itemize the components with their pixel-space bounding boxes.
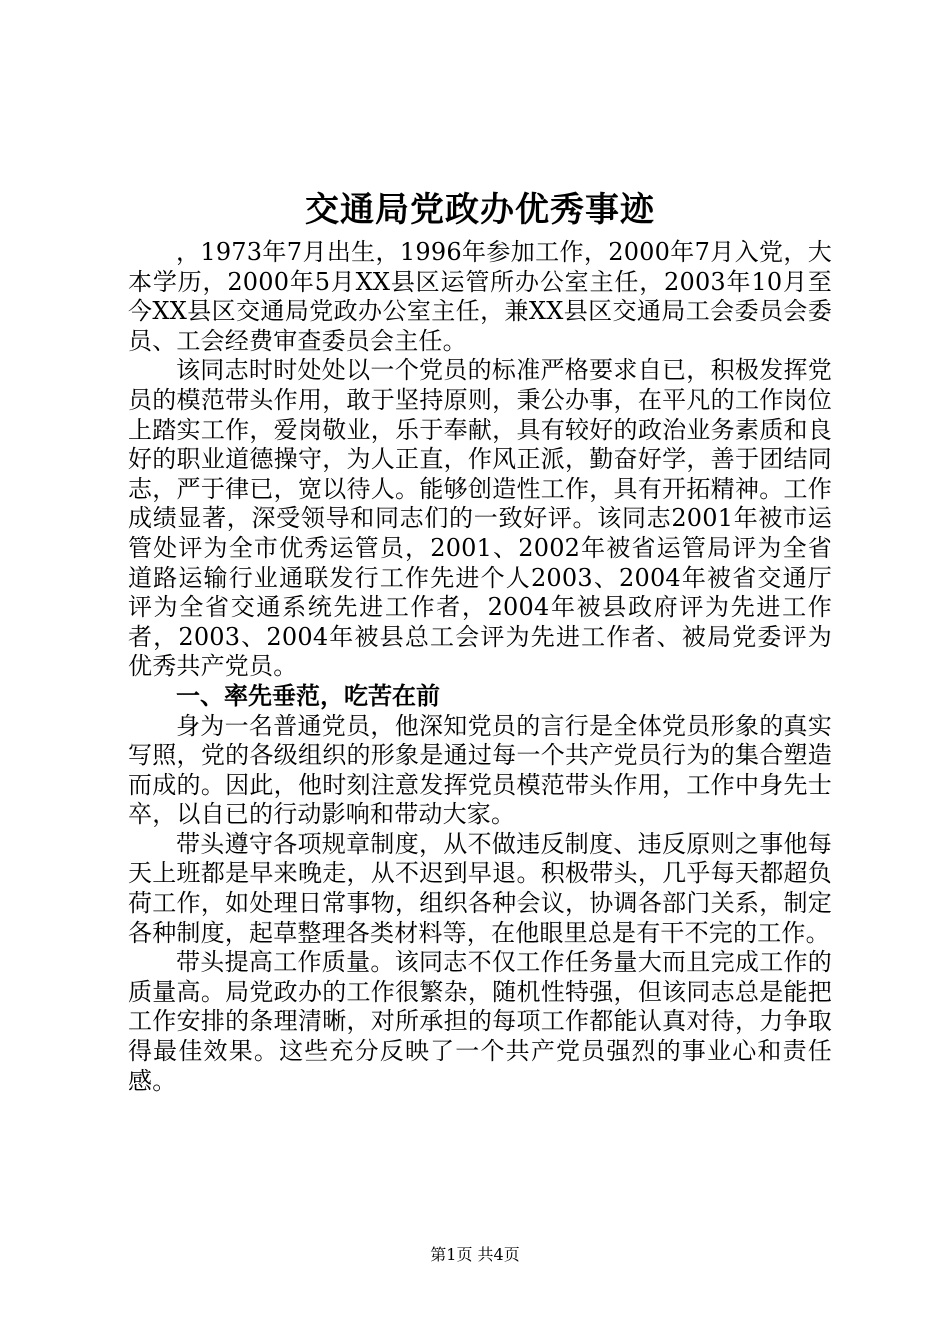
document-page (128, 184, 832, 1096)
paragraph-section1-1: 身为一名普通党员，他深知党员的言行是全体党员形象的真实写照，党的各级组织的形象是通过每一个共产党员行为的集合塑造而成的。因此，他时刻注意发挥党员模范带头作用，工作中身先士卒，以自已的行动影响和带动大家。 (128, 711, 832, 829)
document-title: 交通局党政办优秀事迹 (305, 190, 655, 230)
paragraph-section1-3: 带头提高工作质量。该同志不仅工作任务量大而且完成工作的质量高。局党政办的工作很繁杂，随机性特强，但该同志总是能把工作安排的条理清晰，对所承担的每项工作都能认真对待，力争取得最佳效果。这些充分反映了一个共产党员强烈的事业心和责任感。 (128, 948, 832, 1095)
paragraph-achievements: 该同志时时处处以一个党员的标准严格要求自已，积极发挥党员的模范带头作用，敢于坚持原则，秉公办事，在平凡的工作岗位上踏实工作，爱岗敬业，乐于奉献，具有较好的政治业务素质和良好的职业道德操守，为人正直，作风正派，勤奋好学，善于团结同志，严于律已，宽以待人。能够创造性工作，具有开拓精神。工作成绩显著，深受领导和同志们的一致好评。该同志2001年被市运管处评为全市优秀运管员，2001、2002年被省运管局评为全省道路运输行业通联发行工作先进个人2003、2004年被省交通厅评为全省交通系统先进工作者，2004年被县政府评为先进工作者，2003、2004年被县总工会评为先进工作者、被局党委评为优秀共产党员。 (128, 356, 832, 681)
page-footer: 第1页 共4页 (430, 1245, 520, 1264)
paragraph-section1-2: 带头遵守各项规章制度，从不做违反制度、违反原则之事他每天上班都是早来晚走，从不迟到早退。积极带头，几乎每天都超负荷工作，如处理日常事物，组织各种会议，协调各部门关系，制定各种制度，起草整理各类材料等，在他眼里总是有干不完的工作。 (128, 829, 832, 947)
section-heading-1: 一、率先垂范，吃苦在前 (176, 681, 440, 710)
paragraph-intro: ，1973年7月出生，1996年参加工作，2000年7月入党，大本学历，2000年5月XX县区运管所办公室主任，2003年10月至今XX县区交通局党政办公室主任，兼XX县区交通局工会委员会委员、工会经费审查委员会主任。 (128, 238, 832, 355)
